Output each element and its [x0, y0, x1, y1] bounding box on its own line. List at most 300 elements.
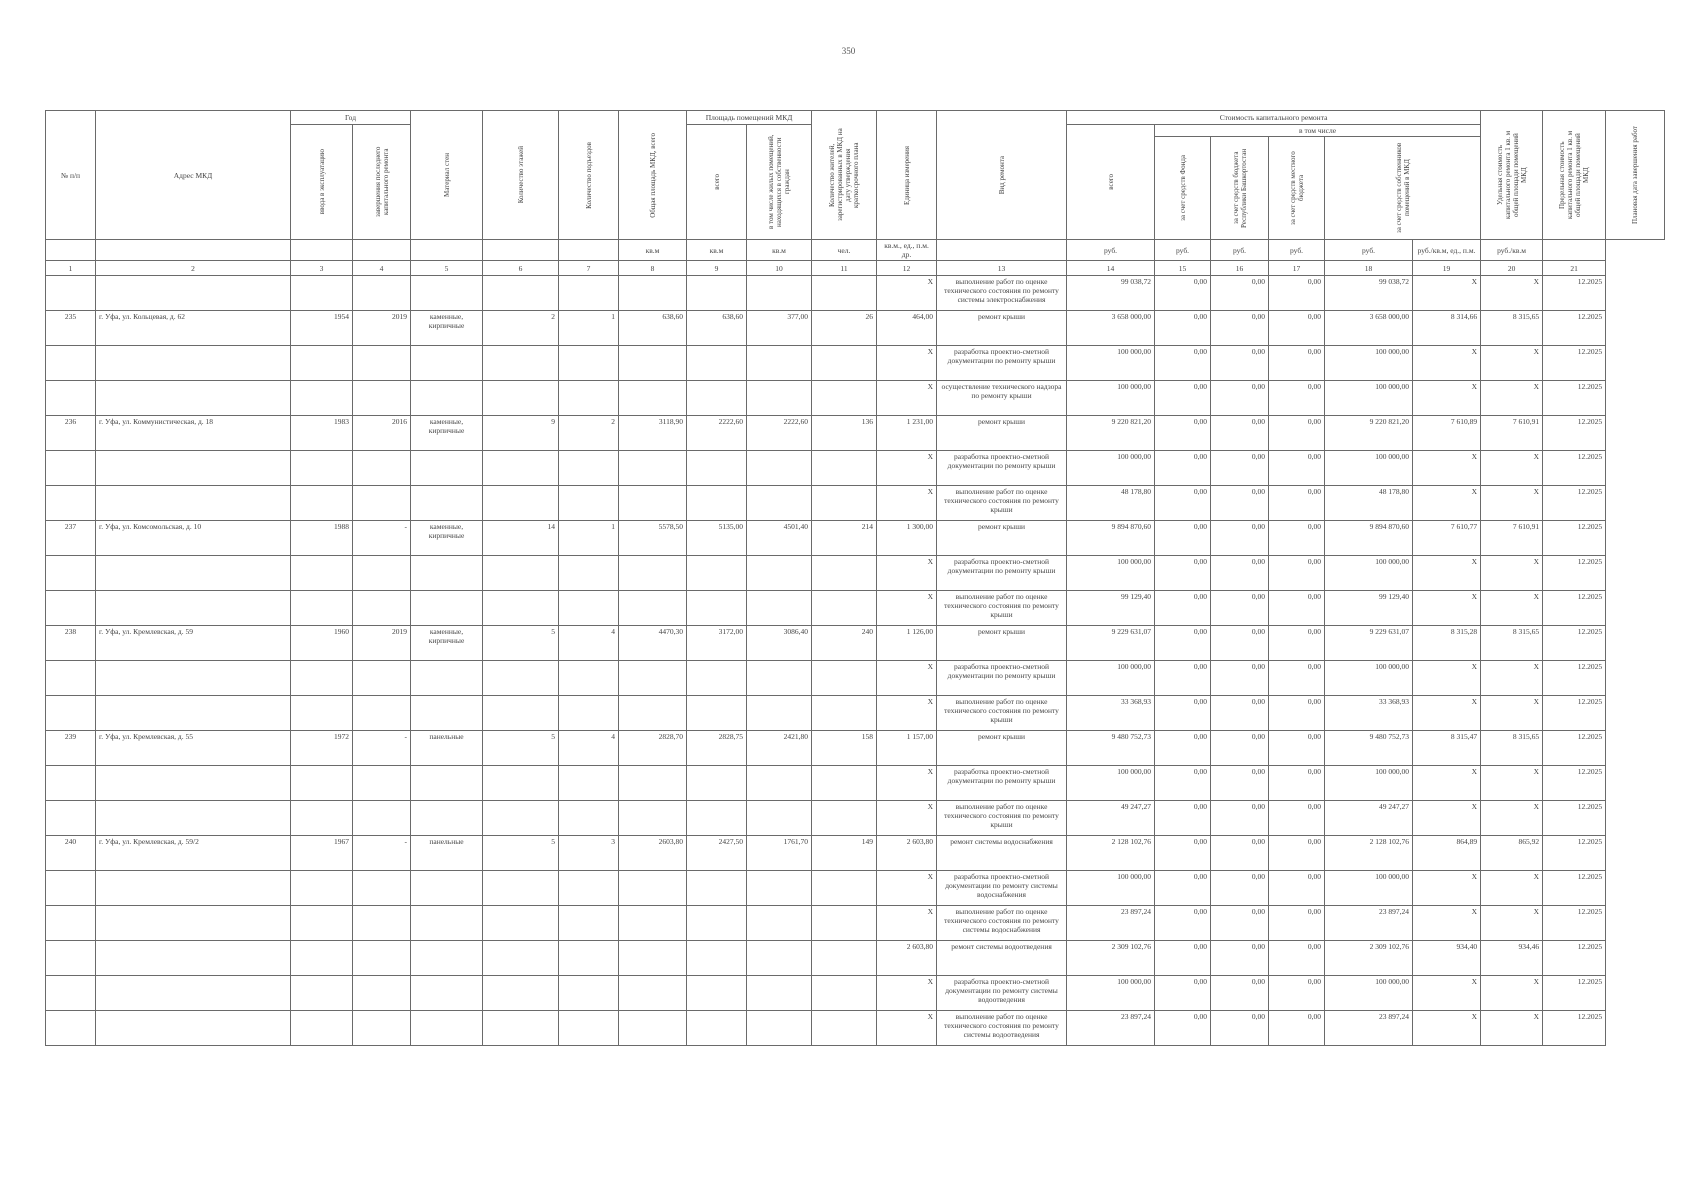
cell-fund: 0,00 — [1155, 626, 1211, 661]
cell-res — [812, 346, 877, 381]
cell-yr — [353, 1011, 411, 1046]
cell-yb: 1960 — [291, 626, 353, 661]
cell-ta — [619, 1011, 687, 1046]
cell-total: 100 000,00 — [1067, 661, 1155, 696]
cell-fl: 14 — [483, 521, 559, 556]
cell-pt — [687, 976, 747, 1011]
cell-max: X — [1481, 661, 1543, 696]
cell-res — [812, 486, 877, 521]
cell-ent — [559, 381, 619, 416]
table-body — [46, 276, 1665, 1046]
cell-fl: 5 — [483, 731, 559, 766]
cell-work: выполнение работ по оценке технического состояния по ремонту системы электроснабжения — [937, 276, 1067, 311]
cell-work: разработка проектно-сметной документации по ремонту системы водоснабжения — [937, 871, 1067, 906]
cell-pc — [747, 381, 812, 416]
cell-spec: X — [1413, 276, 1481, 311]
cell-fl — [483, 591, 559, 626]
cell-yb: 1972 — [291, 731, 353, 766]
cell-date: 12.2025 — [1543, 871, 1606, 906]
cell-ent — [559, 661, 619, 696]
column-number-cell: 21 — [1543, 261, 1606, 276]
cell-pc: 4501,40 — [747, 521, 812, 556]
cell-own: 100 000,00 — [1325, 346, 1413, 381]
cell-wall — [411, 346, 483, 381]
cell-pc: 1761,70 — [747, 836, 812, 871]
cell-ent — [559, 276, 619, 311]
cell-pc — [747, 591, 812, 626]
cell-fund: 0,00 — [1155, 906, 1211, 941]
cell-pt — [687, 276, 747, 311]
header-cost-owners: за счет средств собственников помещений в МКД — [1325, 137, 1481, 240]
cell-fl — [483, 976, 559, 1011]
cell-pt — [687, 346, 747, 381]
cell-total: 49 247,27 — [1067, 801, 1155, 836]
cell-rep: 0,00 — [1211, 871, 1269, 906]
cell-yb — [291, 941, 353, 976]
cell-unit: X — [877, 346, 937, 381]
cell-wall — [411, 451, 483, 486]
cell-own: 100 000,00 — [1325, 766, 1413, 801]
cell-spec: 7 610,77 — [1413, 521, 1481, 556]
cell-yb — [291, 556, 353, 591]
unit-cell: руб. — [1155, 240, 1211, 261]
cell-work: выполнение работ по оценке технического состояния по ремонту системы водоотведения — [937, 1011, 1067, 1046]
cell-fund: 0,00 — [1155, 871, 1211, 906]
cell-unit: X — [877, 696, 937, 731]
page-number: 350 — [841, 46, 856, 56]
cell-no — [46, 486, 96, 521]
cell-res — [812, 906, 877, 941]
cell-yr: - — [353, 836, 411, 871]
cell-max: 934,46 — [1481, 941, 1543, 976]
table-row — [46, 311, 1665, 346]
table-row — [46, 556, 1665, 591]
cell-wall — [411, 906, 483, 941]
cell-spec: 7 610,89 — [1413, 416, 1481, 451]
cell-yb: 1954 — [291, 311, 353, 346]
cell-unit: X — [877, 871, 937, 906]
cell-loc: 0,00 — [1269, 836, 1325, 871]
cell-pt — [687, 766, 747, 801]
cell-no: 240 — [46, 836, 96, 871]
cell-max: 8 315,65 — [1481, 311, 1543, 346]
cell-no — [46, 276, 96, 311]
cell-pc — [747, 871, 812, 906]
cell-total: 2 309 102,76 — [1067, 941, 1155, 976]
cell-wall — [411, 591, 483, 626]
column-number-cell: 16 — [1211, 261, 1269, 276]
cell-no — [46, 556, 96, 591]
cell-work: выполнение работ по оценке технического состояния по ремонту системы водоснабжения — [937, 906, 1067, 941]
cell-ta — [619, 661, 687, 696]
column-number-cell: 8 — [619, 261, 687, 276]
table-row — [46, 521, 1665, 556]
cell-unit: X — [877, 766, 937, 801]
table-header — [46, 111, 1665, 276]
cell-addr — [96, 381, 291, 416]
cell-own: 23 897,24 — [1325, 1011, 1413, 1046]
cell-fl: 9 — [483, 416, 559, 451]
cell-ent — [559, 976, 619, 1011]
cell-pc — [747, 906, 812, 941]
cell-res — [812, 766, 877, 801]
table-row — [46, 941, 1665, 976]
cell-date: 12.2025 — [1543, 416, 1606, 451]
cell-addr: г. Уфа, ул. Кремлевская, д. 59/2 — [96, 836, 291, 871]
column-number-cell: 17 — [1269, 261, 1325, 276]
cell-spec: X — [1413, 801, 1481, 836]
unit-cell: кв.м — [687, 240, 747, 261]
unit-cell: руб./кв.м — [1481, 240, 1543, 261]
cell-max: 8 315,65 — [1481, 731, 1543, 766]
cell-ta: 638,60 — [619, 311, 687, 346]
column-number-cell: 18 — [1325, 261, 1413, 276]
cell-fl — [483, 381, 559, 416]
cell-fund: 0,00 — [1155, 486, 1211, 521]
header-entrances: Количество подъездов — [559, 111, 619, 240]
cell-work: ремонт крыши — [937, 416, 1067, 451]
cell-rep: 0,00 — [1211, 941, 1269, 976]
cell-ent: 2 — [559, 416, 619, 451]
cell-addr: г. Уфа, ул. Кремлевская, д. 59 — [96, 626, 291, 661]
cell-pc: 2421,80 — [747, 731, 812, 766]
units-row — [46, 240, 1665, 261]
cell-no — [46, 941, 96, 976]
cell-ent — [559, 801, 619, 836]
cell-wall: каменные, кирпичные — [411, 521, 483, 556]
cell-ent — [559, 906, 619, 941]
cell-pc: 2222,60 — [747, 416, 812, 451]
cell-loc: 0,00 — [1269, 521, 1325, 556]
unit-cell: чел. — [812, 240, 877, 261]
cell-loc: 0,00 — [1269, 696, 1325, 731]
header-year-repair: завершения последнего капитального ремонта — [353, 125, 411, 240]
cell-unit: X — [877, 591, 937, 626]
cell-wall: каменные, кирпичные — [411, 416, 483, 451]
unit-cell — [1543, 240, 1606, 261]
unit-cell — [559, 240, 619, 261]
cell-yb — [291, 486, 353, 521]
cell-fl: 5 — [483, 836, 559, 871]
header-unit: Единица измерения — [877, 111, 937, 240]
cell-yb — [291, 696, 353, 731]
cell-spec: X — [1413, 1011, 1481, 1046]
unit-cell — [937, 240, 1067, 261]
cell-work: ремонт системы водоснабжения — [937, 836, 1067, 871]
column-number-cell: 2 — [96, 261, 291, 276]
cell-work: выполнение работ по оценке технического состояния по ремонту крыши — [937, 486, 1067, 521]
cell-date: 12.2025 — [1543, 801, 1606, 836]
cell-yr — [353, 276, 411, 311]
cell-spec: X — [1413, 976, 1481, 1011]
cell-ent — [559, 451, 619, 486]
cell-ta: 3118,90 — [619, 416, 687, 451]
cell-work: разработка проектно-сметной документации по ремонту крыши — [937, 346, 1067, 381]
table-row — [46, 731, 1665, 766]
cell-spec: X — [1413, 661, 1481, 696]
cell-ta — [619, 871, 687, 906]
unit-cell — [483, 240, 559, 261]
table-row — [46, 591, 1665, 626]
cell-ta — [619, 906, 687, 941]
unit-cell: руб. — [1211, 240, 1269, 261]
cell-loc: 0,00 — [1269, 486, 1325, 521]
cell-ta — [619, 276, 687, 311]
cell-fund: 0,00 — [1155, 801, 1211, 836]
cell-res: 136 — [812, 416, 877, 451]
cell-ent: 4 — [559, 626, 619, 661]
cell-pt: 638,60 — [687, 311, 747, 346]
cell-date: 12.2025 — [1543, 381, 1606, 416]
cell-pt — [687, 696, 747, 731]
cell-no: 236 — [46, 416, 96, 451]
unit-cell: руб. — [1067, 240, 1155, 261]
cell-unit: X — [877, 906, 937, 941]
cell-date: 12.2025 — [1543, 696, 1606, 731]
cell-own: 100 000,00 — [1325, 451, 1413, 486]
cell-fl: 2 — [483, 311, 559, 346]
header-cost-group: Стоимость капитального ремонта — [1067, 111, 1481, 125]
cell-yr — [353, 871, 411, 906]
cell-unit: 1 300,00 — [877, 521, 937, 556]
cell-date: 12.2025 — [1543, 626, 1606, 661]
table-row — [46, 416, 1665, 451]
cell-unit: X — [877, 661, 937, 696]
cell-ta — [619, 556, 687, 591]
cell-work: разработка проектно-сметной документации по ремонту крыши — [937, 766, 1067, 801]
cell-own: 9 480 752,73 — [1325, 731, 1413, 766]
unit-cell — [411, 240, 483, 261]
cell-pc — [747, 486, 812, 521]
cell-work: выполнение работ по оценке технического состояния по ремонту крыши — [937, 801, 1067, 836]
cell-ent — [559, 766, 619, 801]
cell-wall — [411, 381, 483, 416]
column-number-cell: 10 — [747, 261, 812, 276]
cell-loc: 0,00 — [1269, 976, 1325, 1011]
cell-date: 12.2025 — [1543, 941, 1606, 976]
cell-rep: 0,00 — [1211, 451, 1269, 486]
cell-fl — [483, 661, 559, 696]
cell-unit: 1 126,00 — [877, 626, 937, 661]
cell-total: 2 128 102,76 — [1067, 836, 1155, 871]
cell-fl — [483, 906, 559, 941]
cell-fund: 0,00 — [1155, 1011, 1211, 1046]
cell-total: 100 000,00 — [1067, 381, 1155, 416]
header-wall: Материал стен — [411, 111, 483, 240]
table-row — [46, 451, 1665, 486]
cell-yb — [291, 766, 353, 801]
cell-unit: 1 157,00 — [877, 731, 937, 766]
cell-max: X — [1481, 766, 1543, 801]
cell-spec: X — [1413, 381, 1481, 416]
cell-pt: 3172,00 — [687, 626, 747, 661]
cell-fund: 0,00 — [1155, 766, 1211, 801]
cell-ta: 2828,70 — [619, 731, 687, 766]
cell-res — [812, 871, 877, 906]
cell-work: разработка проектно-сметной документации по ремонту крыши — [937, 661, 1067, 696]
cell-fund: 0,00 — [1155, 696, 1211, 731]
cell-fl: 5 — [483, 626, 559, 661]
cell-addr: г. Уфа, ул. Кольцевая, д. 62 — [96, 311, 291, 346]
cell-total: 99 129,40 — [1067, 591, 1155, 626]
cell-no — [46, 451, 96, 486]
cell-spec: X — [1413, 486, 1481, 521]
cell-res: 26 — [812, 311, 877, 346]
cell-pt — [687, 381, 747, 416]
cell-rep: 0,00 — [1211, 836, 1269, 871]
header-cost-republic: за счет средств бюджета Республики Башкортостан — [1211, 137, 1269, 240]
cell-wall — [411, 766, 483, 801]
cell-no — [46, 346, 96, 381]
cell-fund: 0,00 — [1155, 521, 1211, 556]
cell-spec: X — [1413, 871, 1481, 906]
cell-total: 100 000,00 — [1067, 346, 1155, 381]
table-row — [46, 486, 1665, 521]
cell-yr — [353, 346, 411, 381]
cell-own: 2 128 102,76 — [1325, 836, 1413, 871]
cell-ta — [619, 941, 687, 976]
cell-fl — [483, 871, 559, 906]
cell-addr — [96, 1011, 291, 1046]
cell-own: 9 229 631,07 — [1325, 626, 1413, 661]
cell-fund: 0,00 — [1155, 556, 1211, 591]
cell-fl — [483, 451, 559, 486]
column-number-cell: 6 — [483, 261, 559, 276]
cell-own: 100 000,00 — [1325, 661, 1413, 696]
cell-loc: 0,00 — [1269, 346, 1325, 381]
cell-yb — [291, 871, 353, 906]
cell-addr — [96, 556, 291, 591]
cell-rep: 0,00 — [1211, 976, 1269, 1011]
cell-wall — [411, 696, 483, 731]
cell-wall — [411, 276, 483, 311]
cell-rep: 0,00 — [1211, 416, 1269, 451]
header-specific-cost: Удельная стоимость капитального ремонта 1 кв. м общей площади помещений МКД — [1481, 111, 1543, 240]
header-date: Плановая дата завершения работ — [1606, 111, 1665, 240]
cell-yr: 2016 — [353, 416, 411, 451]
unit-cell: кв.м — [747, 240, 812, 261]
header-residents: Количество жителей, зарегистрированных в МКД на дату утверждения краткосрочного плана — [812, 111, 877, 240]
cell-no: 235 — [46, 311, 96, 346]
column-number-cell: 4 — [353, 261, 411, 276]
cell-own: 23 897,24 — [1325, 906, 1413, 941]
cell-ent — [559, 556, 619, 591]
cell-yb — [291, 801, 353, 836]
cell-addr — [96, 871, 291, 906]
cell-work: разработка проектно-сметной документации по ремонту крыши — [937, 556, 1067, 591]
cell-total: 99 038,72 — [1067, 276, 1155, 311]
cell-total: 100 000,00 — [1067, 976, 1155, 1011]
cell-total: 33 368,93 — [1067, 696, 1155, 731]
cell-loc: 0,00 — [1269, 451, 1325, 486]
table-row — [46, 276, 1665, 311]
cell-rep: 0,00 — [1211, 801, 1269, 836]
cell-res — [812, 941, 877, 976]
table-row — [46, 976, 1665, 1011]
cell-pc — [747, 276, 812, 311]
unit-cell — [353, 240, 411, 261]
cell-pc — [747, 766, 812, 801]
cell-yb — [291, 906, 353, 941]
cell-wall: панельные — [411, 731, 483, 766]
cell-unit: 1 231,00 — [877, 416, 937, 451]
table-row — [46, 801, 1665, 836]
cell-pc — [747, 451, 812, 486]
cell-spec: 864,89 — [1413, 836, 1481, 871]
cell-max: X — [1481, 801, 1543, 836]
cell-fl — [483, 556, 559, 591]
cell-total: 23 897,24 — [1067, 1011, 1155, 1046]
cell-rep: 0,00 — [1211, 591, 1269, 626]
cell-rep: 0,00 — [1211, 1011, 1269, 1046]
cell-pt — [687, 941, 747, 976]
cell-loc: 0,00 — [1269, 276, 1325, 311]
cell-fl — [483, 766, 559, 801]
cell-loc: 0,00 — [1269, 311, 1325, 346]
cell-own: 33 368,93 — [1325, 696, 1413, 731]
cell-yr: - — [353, 521, 411, 556]
cell-yb — [291, 346, 353, 381]
cell-wall — [411, 801, 483, 836]
header-cost-total: всего — [1067, 125, 1155, 240]
cell-wall — [411, 486, 483, 521]
cell-ent — [559, 941, 619, 976]
cell-work: разработка проектно-сметной документации по ремонту крыши — [937, 451, 1067, 486]
cell-wall: каменные, кирпичные — [411, 311, 483, 346]
cell-total: 100 000,00 — [1067, 766, 1155, 801]
cell-yr — [353, 976, 411, 1011]
cell-date: 12.2025 — [1543, 486, 1606, 521]
cell-loc: 0,00 — [1269, 381, 1325, 416]
cell-no — [46, 1011, 96, 1046]
cell-spec: X — [1413, 906, 1481, 941]
cell-total: 100 000,00 — [1067, 556, 1155, 591]
cell-date: 12.2025 — [1543, 1011, 1606, 1046]
cell-max: X — [1481, 451, 1543, 486]
cell-yb — [291, 1011, 353, 1046]
column-number-cell: 13 — [937, 261, 1067, 276]
cell-yr — [353, 696, 411, 731]
unit-cell: руб. — [1325, 240, 1413, 261]
cell-loc: 0,00 — [1269, 801, 1325, 836]
cell-own: 49 247,27 — [1325, 801, 1413, 836]
cell-no — [46, 381, 96, 416]
cell-max: X — [1481, 1011, 1543, 1046]
cell-res: 214 — [812, 521, 877, 556]
cell-pc — [747, 976, 812, 1011]
cell-max: X — [1481, 591, 1543, 626]
cell-own: 48 178,80 — [1325, 486, 1413, 521]
cell-date: 12.2025 — [1543, 556, 1606, 591]
cell-unit: X — [877, 801, 937, 836]
cell-ta — [619, 381, 687, 416]
cell-spec: X — [1413, 766, 1481, 801]
header-total-area: Общая площадь МКД, всего — [619, 111, 687, 240]
cell-total: 9 220 821,20 — [1067, 416, 1155, 451]
cell-pc — [747, 801, 812, 836]
cell-ent — [559, 591, 619, 626]
cell-yr — [353, 381, 411, 416]
cell-ta: 2603,80 — [619, 836, 687, 871]
unit-cell — [46, 240, 96, 261]
cell-date: 12.2025 — [1543, 521, 1606, 556]
cell-yb — [291, 451, 353, 486]
header-floors: Количество этажей — [483, 111, 559, 240]
column-number-cell: 14 — [1067, 261, 1155, 276]
cell-wall — [411, 976, 483, 1011]
cell-addr — [96, 591, 291, 626]
cell-unit: 2 603,80 — [877, 941, 937, 976]
